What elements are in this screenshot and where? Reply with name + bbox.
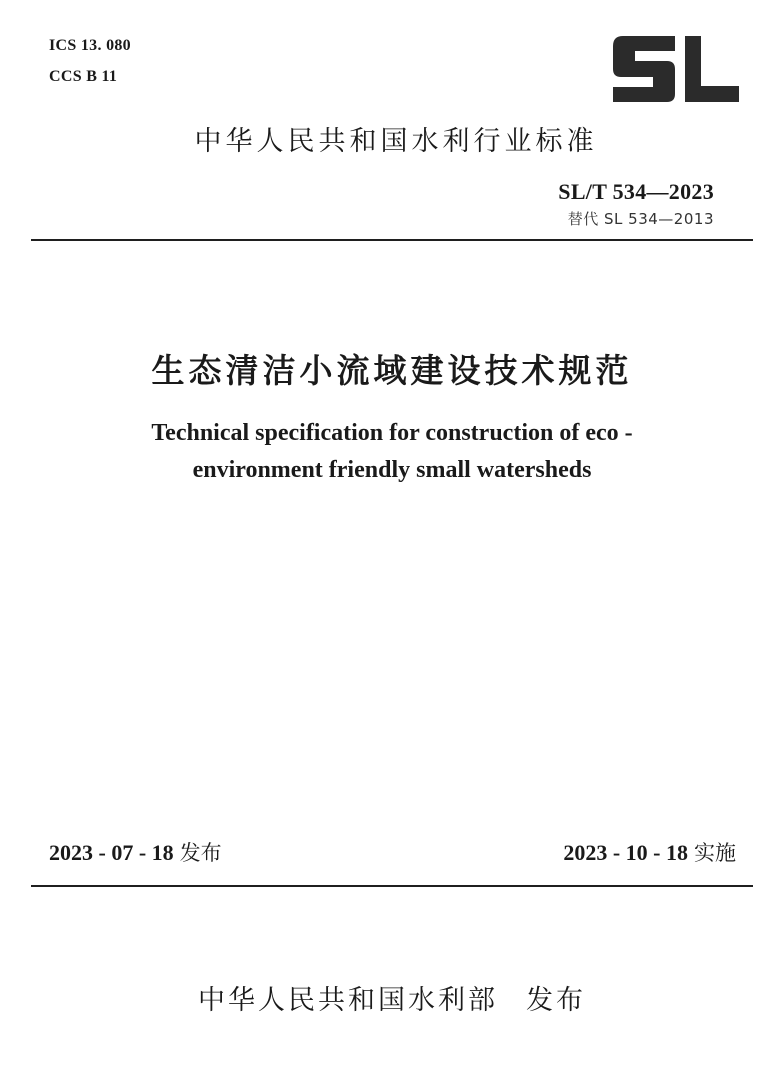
implementation-label: 实施 xyxy=(694,841,736,865)
sl-logo xyxy=(613,36,739,102)
issue-date: 2023 - 07 - 18 xyxy=(49,840,174,865)
implementation-date-block xyxy=(563,838,736,868)
issuing-body-standard-type: 中华人民共和国水利行业标准 xyxy=(194,126,598,157)
issue-label: 发布 xyxy=(179,841,222,865)
issue-date-block xyxy=(49,838,222,868)
replaces-standard: 替代 SL 534—2013 xyxy=(567,210,714,228)
publisher-name: 中华人民共和国水利部 xyxy=(198,985,498,1016)
standard-code: SL/T 534—2023 xyxy=(558,179,714,204)
divider-bottom xyxy=(31,885,753,887)
implementation-date: 2023 - 10 - 18 xyxy=(563,840,688,865)
logo-letter-l xyxy=(685,36,739,102)
logo-letter-s xyxy=(613,36,675,102)
publisher-action: 发布 xyxy=(526,985,586,1016)
publisher-line xyxy=(0,982,784,1020)
divider-top xyxy=(31,239,753,241)
ics-code: ICS 13. 080 xyxy=(49,37,131,54)
title-chinese: 生态清洁小流域建设技术规范 xyxy=(151,351,633,390)
title-english-line-1: Technical specification for construction of eco - xyxy=(151,420,633,446)
title-english-line-2: environment friendly small watersheds xyxy=(192,457,592,483)
ccs-code: CCS B 11 xyxy=(49,68,118,85)
